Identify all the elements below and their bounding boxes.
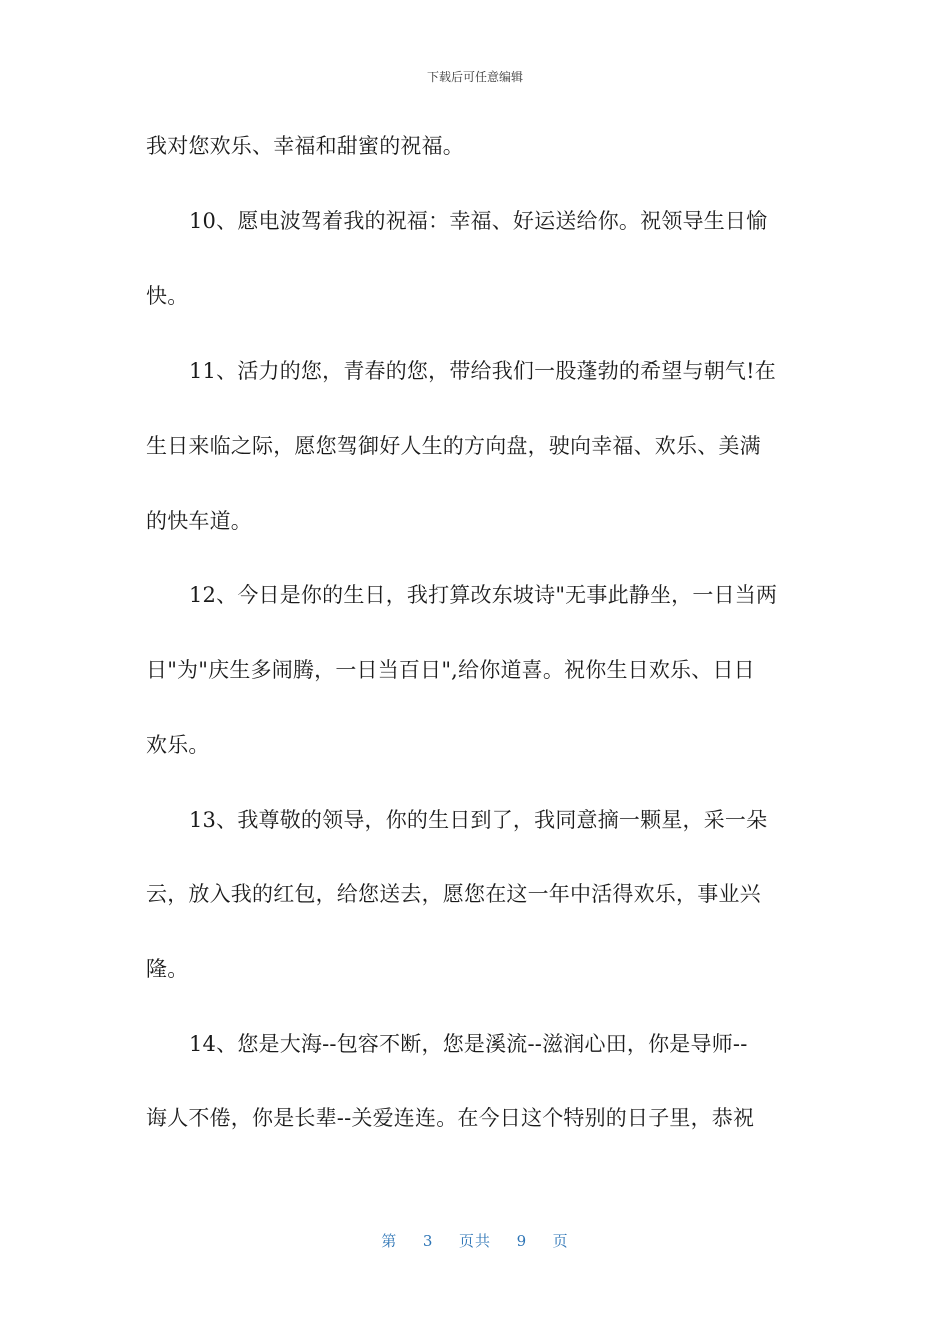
text-line-6: 的快车道。 bbox=[146, 509, 252, 533]
text-line-8: 日"为"庆生多闹腾，一日当百日",给你道喜。祝你生日欢乐、日日 bbox=[146, 658, 755, 682]
text-line-7: 12、今日是你的生日，我打算改东坡诗"无事此静坐，一日当两 bbox=[189, 583, 778, 607]
text-line-10: 13、我尊敬的领导，你的生日到了，我同意摘一颗星，采一朵 bbox=[189, 808, 768, 832]
footer-page-number: 3 bbox=[422, 1232, 434, 1250]
text-line-2: 10、愿电波驾着我的祝福：幸福、好运送给你。祝领导生日愉 bbox=[189, 209, 768, 233]
text-line-1: 我对您欢乐、幸福和甜蜜的祝福。 bbox=[146, 134, 464, 158]
text-line-5: 生日来临之际，愿您驾御好人生的方向盘，驶向幸福、欢乐、美满 bbox=[146, 434, 761, 458]
page-footer bbox=[0, 1230, 950, 1251]
footer-middle: 页共 bbox=[458, 1232, 491, 1250]
text-line-12: 隆。 bbox=[146, 957, 189, 981]
header-note: 下载后可任意编辑 bbox=[426, 70, 523, 84]
text-line-3: 快。 bbox=[146, 284, 189, 308]
text-line-4: 11、活力的您，青春的您，带给我们一股蓬勃的希望与朝气!在 bbox=[189, 359, 776, 383]
footer-prefix: 第 bbox=[381, 1232, 398, 1250]
footer-suffix: 页 bbox=[552, 1232, 569, 1250]
text-line-13: 14、您是大海--包容不断，您是溪流--滋润心田，你是导师-- bbox=[189, 1032, 748, 1056]
footer-total-pages: 9 bbox=[516, 1232, 528, 1250]
text-line-9: 欢乐。 bbox=[146, 733, 210, 757]
text-line-14: 诲人不倦，你是长辈--关爱连连。在今日这个特别的日子里，恭祝 bbox=[146, 1106, 755, 1130]
text-line-11: 云，放入我的红包，给您送去，愿您在这一年中活得欢乐，事业兴 bbox=[146, 882, 761, 906]
